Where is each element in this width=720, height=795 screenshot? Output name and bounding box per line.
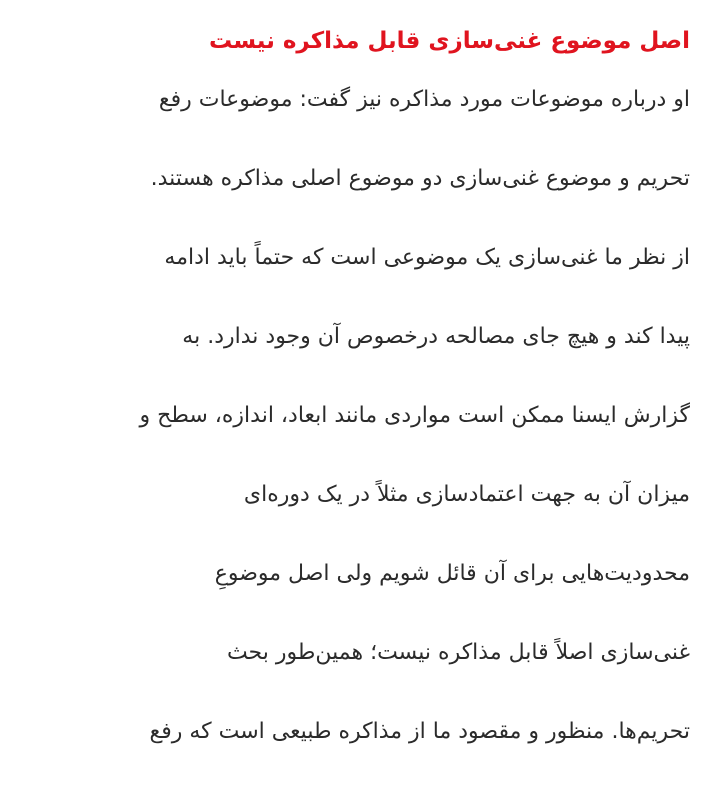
article-heading: اصل موضوع غنی‌سازی قابل مذاکره نیست xyxy=(209,28,690,54)
article-line: تحریم‌ها. منظور و مقصود ما از مذاکره طبیعی است که رفع xyxy=(149,719,690,744)
article-line: او درباره موضوعات مورد مذاکره نیز گفت: موضوعات رفع xyxy=(158,87,690,112)
article-line: میزان آن به جهت اعتمادسازی مثلاً در یک دوره‌ای xyxy=(243,482,690,507)
article-line: گزارش ایسنا ممکن است مواردی مانند ابعاد، اندازه، سطح و xyxy=(139,403,690,428)
article-line: تحریم و موضوع غنی‌سازی دو موضوع اصلی مذاکره هستند. xyxy=(150,166,690,191)
article-line: محدودیت‌هایی برای آن قائل شویم ولی اصل موضوعِ xyxy=(214,561,690,586)
article-line: پیدا کند و هیچ جای مصالحه درخصوص آن وجود ندارد. به xyxy=(182,324,690,349)
article-line: از نظر ما غنی‌سازی یک موضوعی است که حتماً باید ادامه xyxy=(164,245,690,270)
article-line: غنی‌سازی اصلاً قابل مذاکره نیست؛ همین‌طور بحث xyxy=(226,640,690,665)
article-body xyxy=(28,60,690,771)
